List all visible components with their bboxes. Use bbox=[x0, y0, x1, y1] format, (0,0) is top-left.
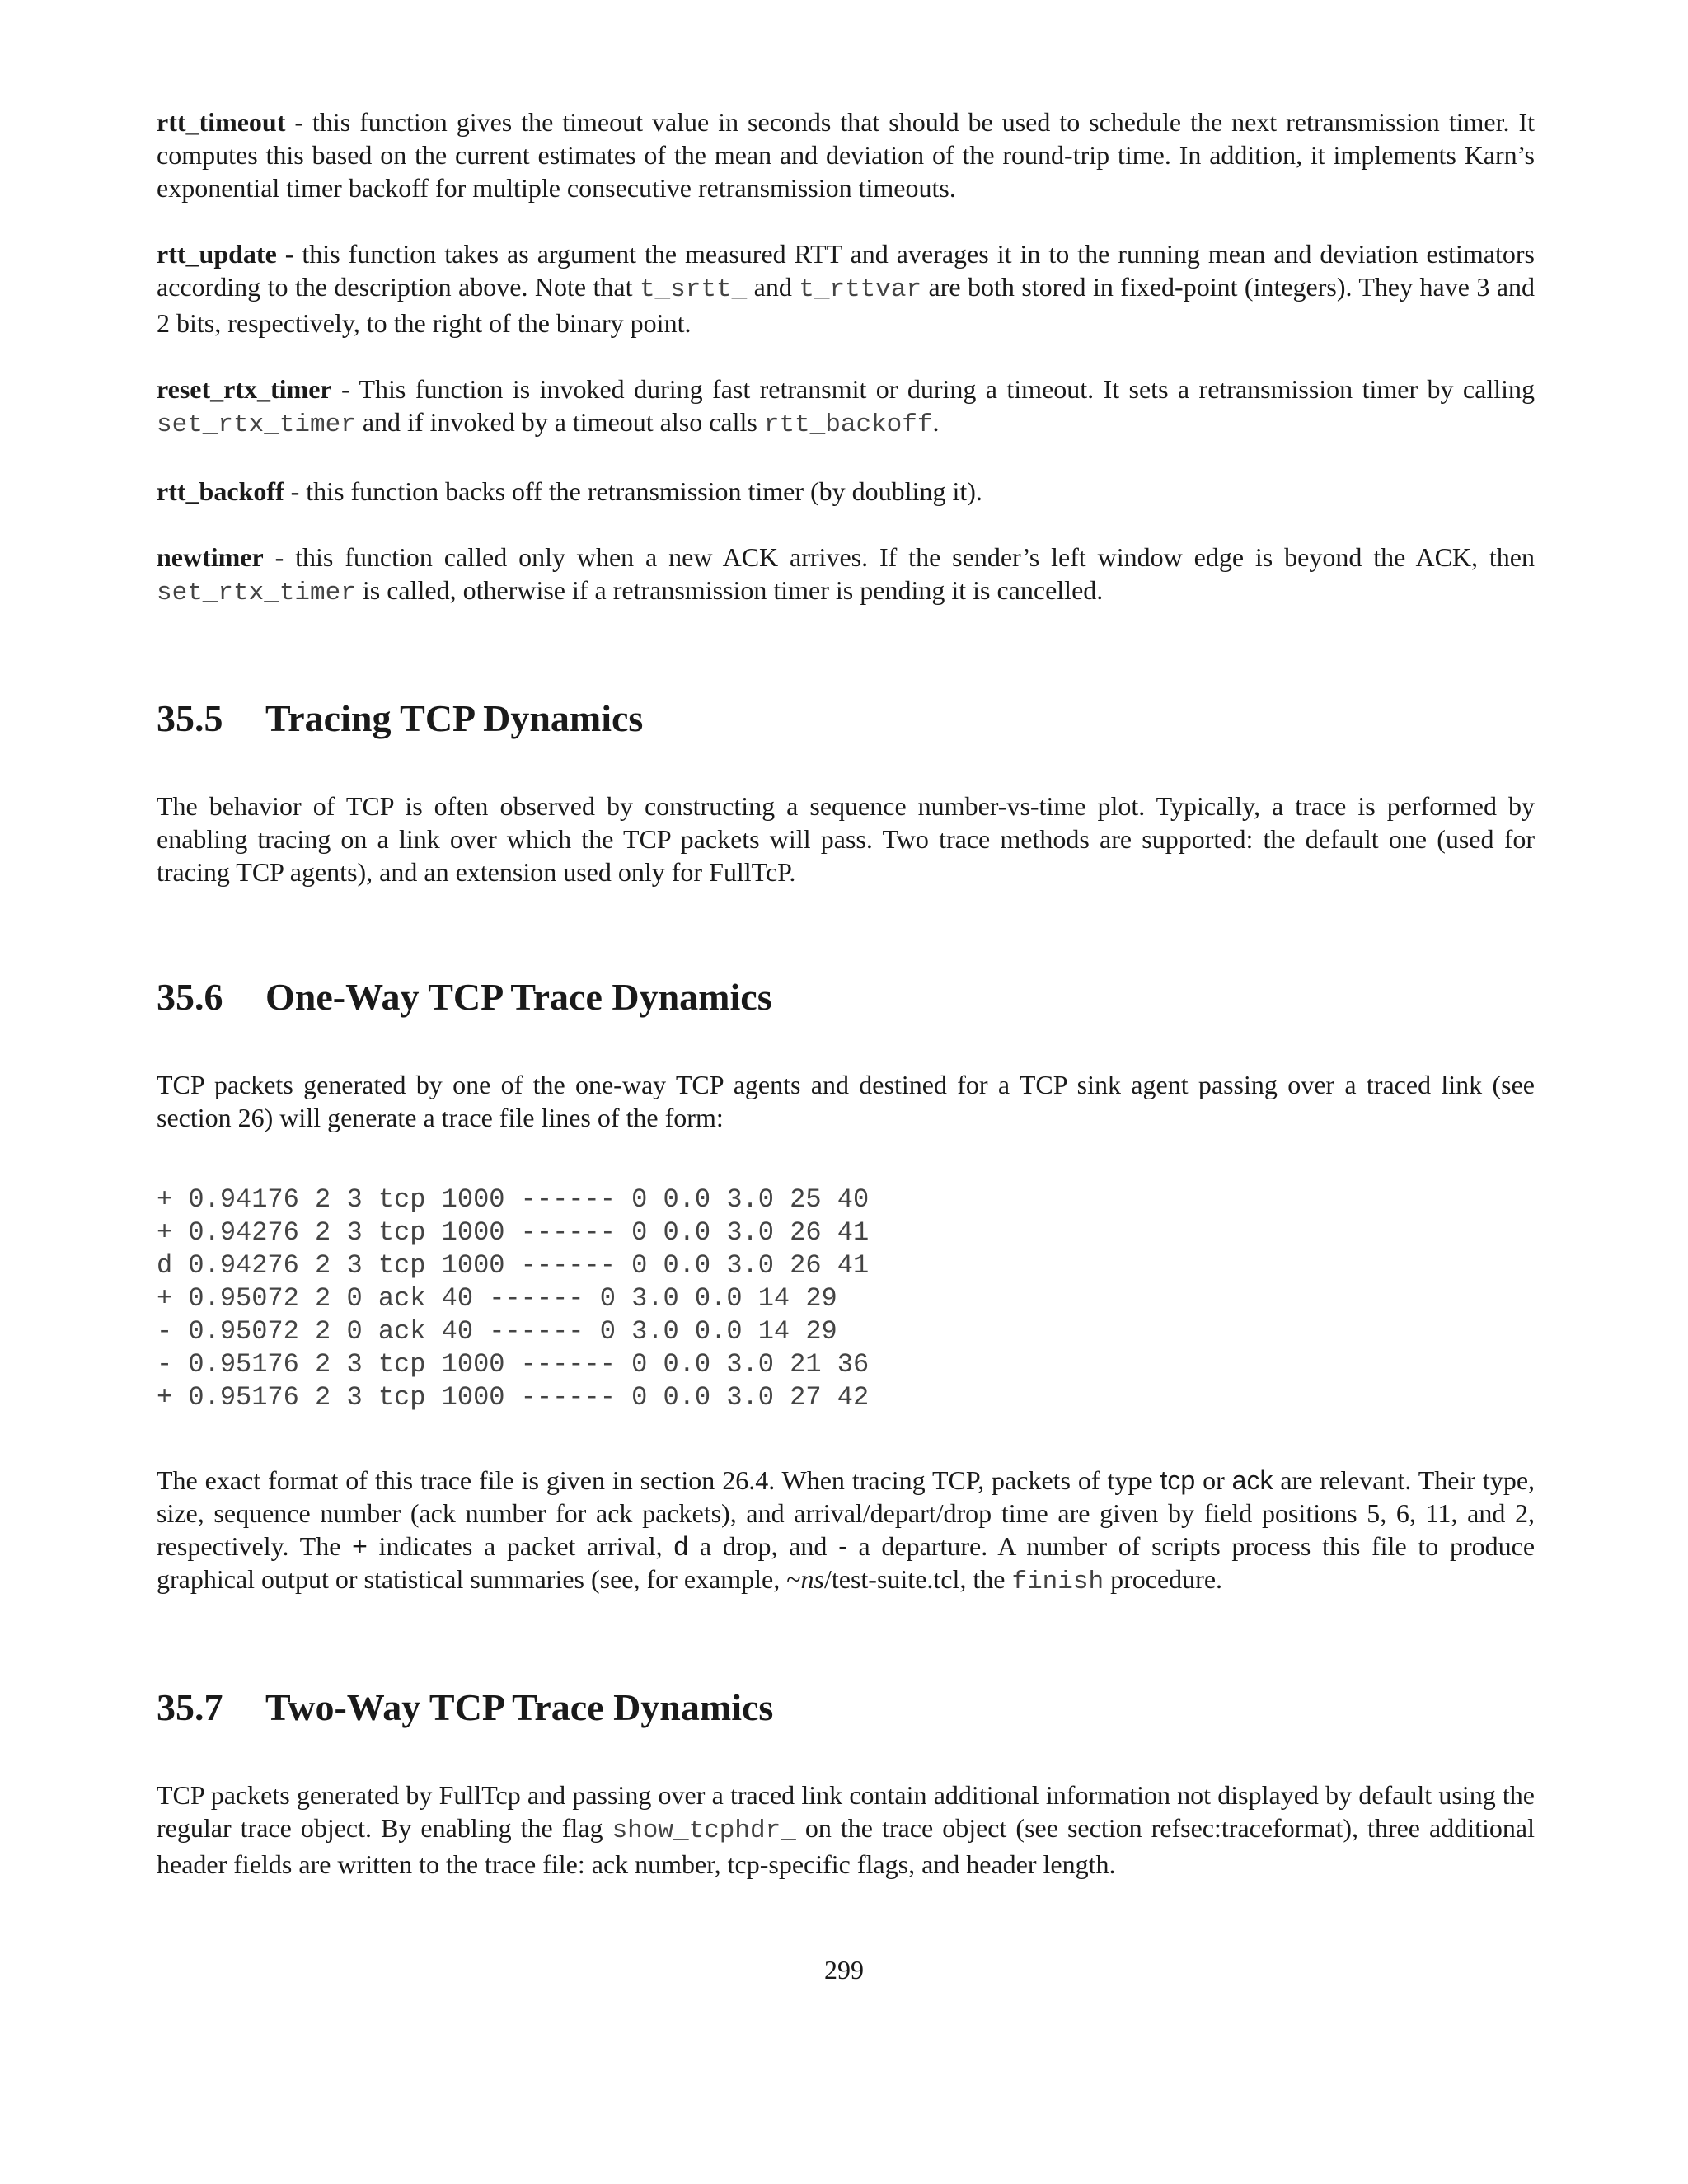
code-t-rttvar: t_rttvar bbox=[799, 275, 922, 304]
rtt-update-paragraph bbox=[157, 237, 1535, 340]
rtt-backoff-term: rtt_backoff bbox=[157, 476, 284, 506]
page-content bbox=[157, 105, 1535, 1881]
format-text-4: indicates a packet arrival, bbox=[367, 1531, 674, 1561]
newtimer-text-2: is called, otherwise if a retransmission timer is pending it is cancelled. bbox=[355, 575, 1104, 605]
section-35-6-intro: TCP packets generated by one of the one-way TCP agents and destined for a TCP sink agent passing over a traced link (see section 26) will generate a trace file lines of the form: bbox=[157, 1070, 1535, 1132]
code-set-rtx-timer: set_rtx_timer bbox=[157, 410, 356, 439]
section-35-5-paragraph: The behavior of TCP is often observed by constructing a sequence number-vs-time plot. Typically, a trace is performed by enabling tracing on a link over which the TCP packets will pass. Two trace methods are supported: the default one (used for tracing TCP agents), and an extension used only for FullTcP. bbox=[157, 791, 1535, 887]
format-text-1: The exact format of this trace file is given in section 26.4. When tracing TCP, packets of type bbox=[157, 1465, 1160, 1495]
rtt-update-text-1: - this function takes as argument the measured RTT and averages it in to the running mean and deviation estimators according to the description above. Note that bbox=[157, 239, 1535, 302]
two-way-text-2: on the trace object (see section refsec:traceformat), three additional header fields are written to the trace file: ack number, tcp-specific flags, and header length. bbox=[157, 1813, 1536, 1879]
rtt-timeout-text: - this function gives the timeout value in seconds that should be used to schedule the next retransmission timer. It computes this based on the current estimates of the mean and deviation of the round-trip time. In addition, it implements Karn’s exponential timer backoff for multiple consecutive retransmission timeouts. bbox=[157, 107, 1535, 203]
reset-rtx-timer-text-3: . bbox=[932, 407, 940, 437]
trace-code-block: + 0.94176 2 3 tcp 1000 ------ 0 0.0 3.0 25 40 + 0.94276 2 3 tcp 1000 ------ 0 0.0 3.0 26 41 d 0.94276 2 3 tcp 1000 ------ 0 0.0 3.0 26 41 + 0.95072 2 0 ack 40 ------ 0 3.0 0.0 14 29 - 0.95072 2 0 ack 40 ------ 0 3.0 0.0 14 29 - 0.95176 2 3 tcp 1000 ------ 0 0.0 3.0 21 36 + 0.95176 2 3 tcp 1000 ------ 0 0.0 3.0 27 42 bbox=[157, 1184, 870, 1413]
format-text-5: a drop, and bbox=[688, 1531, 839, 1561]
newtimer-text-1: - this function called only when a new ACK arrives. If the sender’s left window edge is beyond the ACK, then bbox=[263, 542, 1535, 572]
section-35-7-title: Two-Way TCP Trace Dynamics bbox=[265, 1686, 774, 1728]
section-35-6-number: 35.6 bbox=[157, 976, 223, 1018]
newtimer-term: newtimer bbox=[157, 542, 264, 572]
section-35-7-heading bbox=[157, 1685, 1535, 1731]
format-text-3: are relevant. Their type, size, sequence number (ack number for ack packets), and arrival/depart/drop time are given by field positions 5, 6, 11, and 2, respectively. The bbox=[157, 1465, 1536, 1561]
rtt-update-text-3: are both stored in fixed-point (integers). They have 3 and 2 bits, respectively, to the right of the binary point. bbox=[157, 272, 1536, 338]
reset-rtx-timer-term: reset_rtx_timer bbox=[157, 374, 332, 404]
reset-rtx-timer-paragraph bbox=[157, 373, 1535, 442]
rtt-backoff-paragraph bbox=[157, 475, 1535, 508]
keyword-d: d bbox=[673, 1531, 689, 1561]
keyword-plus: + bbox=[352, 1531, 368, 1561]
rtt-timeout-term: rtt_timeout bbox=[157, 107, 286, 137]
section-35-6-title: One-Way TCP Trace Dynamics bbox=[265, 976, 772, 1018]
rtt-update-text-2: and bbox=[747, 272, 799, 302]
format-text-7: /test-suite.tcl, the bbox=[823, 1564, 1012, 1594]
code-set-rtx-timer-2: set_rtx_timer bbox=[157, 579, 356, 607]
reset-rtx-timer-text-2: and if invoked by a timeout also calls bbox=[355, 407, 764, 437]
format-text-6: a departure. A number of scripts process this file to produce graphical output or statistical summaries (see, for example, ~ bbox=[157, 1531, 1536, 1594]
section-35-7-paragraph bbox=[157, 1779, 1535, 1881]
keyword-ack: ack bbox=[1231, 1465, 1273, 1495]
section-35-7-number: 35.7 bbox=[157, 1686, 223, 1728]
section-35-5-number: 35.5 bbox=[157, 697, 223, 739]
code-rtt-backoff: rtt_backoff bbox=[763, 410, 933, 439]
section-35-5-heading bbox=[157, 696, 1535, 742]
code-finish: finish bbox=[1011, 1568, 1104, 1596]
rtt-timeout-paragraph bbox=[157, 105, 1535, 204]
newtimer-paragraph bbox=[157, 541, 1535, 610]
reset-rtx-timer-text-1: - This function is invoked during fast retransmit or during a timeout. It sets a retransmission timer by calling bbox=[331, 374, 1535, 404]
rtt-update-term: rtt_update bbox=[157, 239, 277, 269]
section-35-6-heading bbox=[157, 974, 1535, 1020]
format-text-2: or bbox=[1195, 1465, 1232, 1495]
rtt-backoff-text: - this function backs off the retransmission timer (by doubling it). bbox=[284, 476, 982, 506]
two-way-text-1: TCP packets generated by FullTcp and passing over a traced link contain additional information not displayed by default using the regular trace object. By enabling the flag bbox=[157, 1780, 1535, 1843]
code-t-srtt: t_srtt_ bbox=[639, 275, 748, 304]
keyword-minus: - bbox=[838, 1531, 847, 1561]
ns-italic: ns bbox=[800, 1564, 824, 1594]
section-35-5-title: Tracing TCP Dynamics bbox=[265, 697, 644, 739]
page-number: 299 bbox=[824, 1955, 864, 1985]
keyword-tcp: tcp bbox=[1160, 1465, 1196, 1495]
format-text-8: procedure. bbox=[1104, 1564, 1223, 1594]
code-show-tcphdr: show_tcphdr_ bbox=[612, 1816, 796, 1845]
section-35-6-format-paragraph bbox=[157, 1464, 1535, 1599]
